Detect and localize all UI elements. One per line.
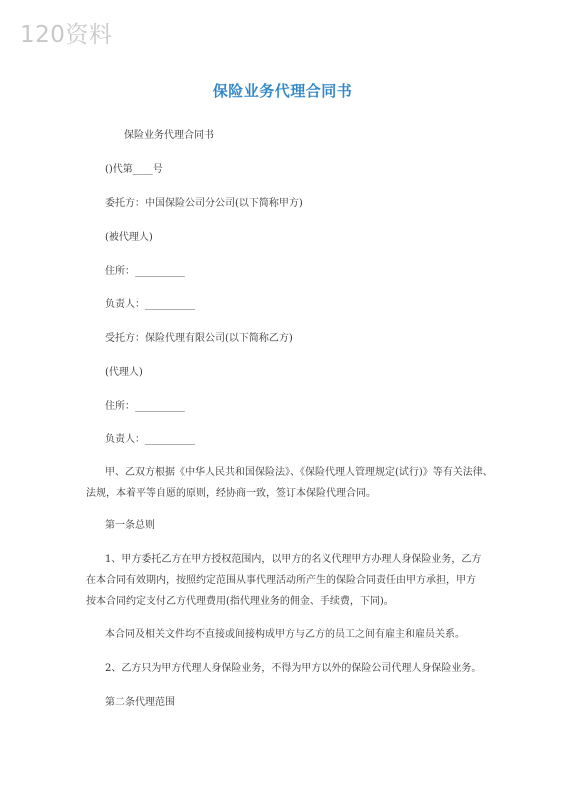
agent-manager: 负责人：__________ xyxy=(105,434,195,445)
clause-1-line-2: 在本合同有效期内，按照约定范围从事代理活动所产生的保险合同责任由甲方承担，甲方 xyxy=(86,575,476,586)
clause-1-line-3: 按本合同约定支付乙方代理费用(指代理业务的佣金、手续费，下同)。 xyxy=(86,596,394,607)
subtitle-line: 保险业务代理合同书 xyxy=(124,130,214,141)
watermark: 120资料 xyxy=(20,22,113,48)
agent-role: (代理人) xyxy=(105,367,143,378)
preamble-line-1: 甲、乙双方根据《中华人民共和国保险法》、《保险代理人管理规定(试行)》等有关法律、 xyxy=(105,467,493,478)
principal-manager: 负责人：__________ xyxy=(105,299,195,310)
principal-address: 住所：__________ xyxy=(105,266,185,277)
article-2-heading: 第二条代理范围 xyxy=(105,697,175,708)
principal-role: (被代理人) xyxy=(105,232,153,243)
clause-1-line-1: 1、甲方委托乙方在甲方授权范围内，以甲方的名义代理甲方办理人身保险业务，乙方 xyxy=(105,554,482,565)
clause-2: 2、乙方只为甲方代理人身保险业务，不得为甲方以外的保险公司代理人身保险业务。 xyxy=(105,663,482,674)
agent-address: 住所：__________ xyxy=(105,401,185,412)
preamble-line-2: 法规，本着平等自愿的原则，经协商一致，签订本保险代理合同。 xyxy=(86,488,376,499)
employment-clause: 本合同及相关文件均不直接或间接构成甲方与乙方的员工之间有雇主和雇员关系。 xyxy=(105,629,465,640)
agent-line: 受托方：保险代理有限公司(以下简称乙方) xyxy=(105,333,293,344)
document-title: 保险业务代理合同书 xyxy=(212,82,353,100)
article-1-heading: 第一条总则 xyxy=(105,520,155,531)
principal-line: 委托方：中国保险公司分公司(以下简称甲方) xyxy=(105,198,303,209)
contract-number: ()代第____号 xyxy=(105,164,163,175)
